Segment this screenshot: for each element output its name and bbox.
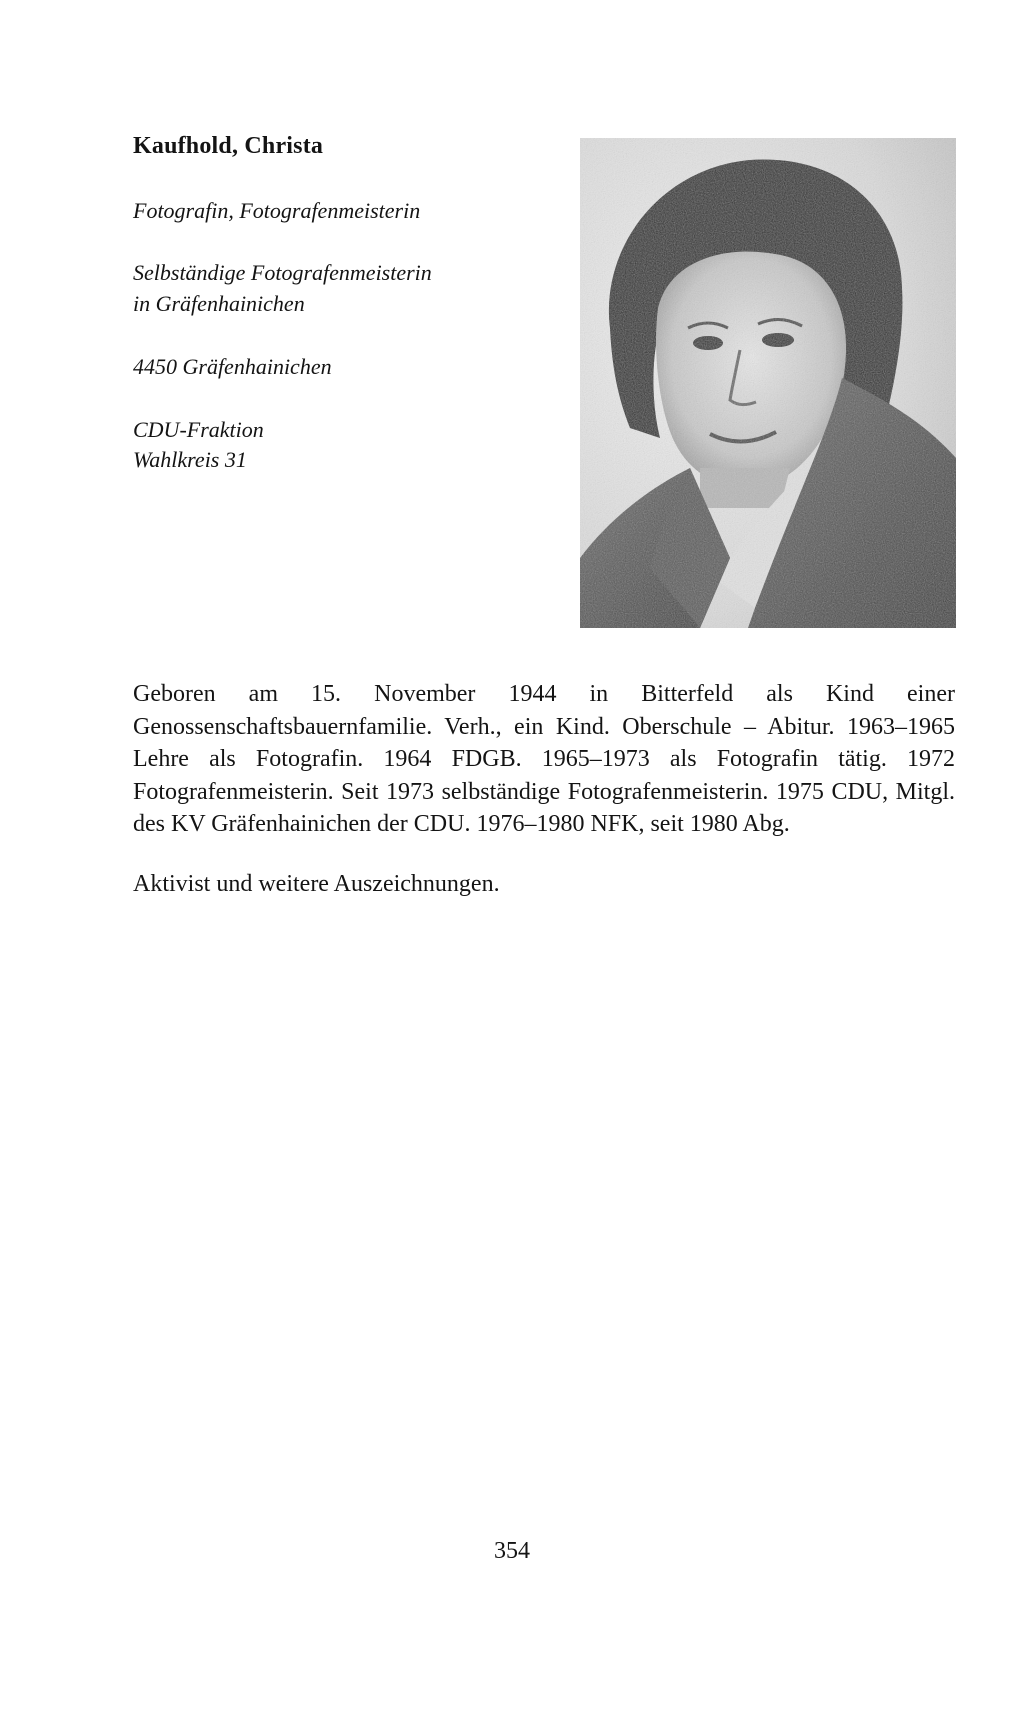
electoral-district: Wahlkreis 31: [133, 447, 247, 472]
address: 4450 Gräfenhainichen: [133, 354, 332, 379]
page-number: 354: [494, 1538, 530, 1564]
portrait-photo: [580, 138, 956, 628]
person-name: Kaufhold, Christa: [133, 133, 324, 159]
awards-text: Aktivist und weitere Auszeichnungen.: [133, 871, 500, 897]
position-line-1: Selbständige Fotografenmeisterin: [133, 260, 432, 285]
position-line-2: in Gräfenhainichen: [133, 291, 305, 316]
occupation: Fotografin, Fotografenmeisterin: [133, 198, 421, 223]
faction: CDU-Fraktion: [133, 417, 264, 442]
biography-text: Geboren am 15. November 1944 in Bitterfeld als Kind einer Genossenschaftsbauernfamilie. Verh., ein Kind. Oberschule – Abitur. 1963–1965 Lehre als Fotografin. 1964 FDGB. 1965–1973 als Fotografin tätig. 1972 Fotografenmeisterin. Seit 1973 selbständige Fotografenmeisterin. 1975 CDU, Mitgl. des KV Gräfenhainichen der CDU. 1976–1980 NFK, seit 1980 Abg.: [133, 681, 955, 837]
